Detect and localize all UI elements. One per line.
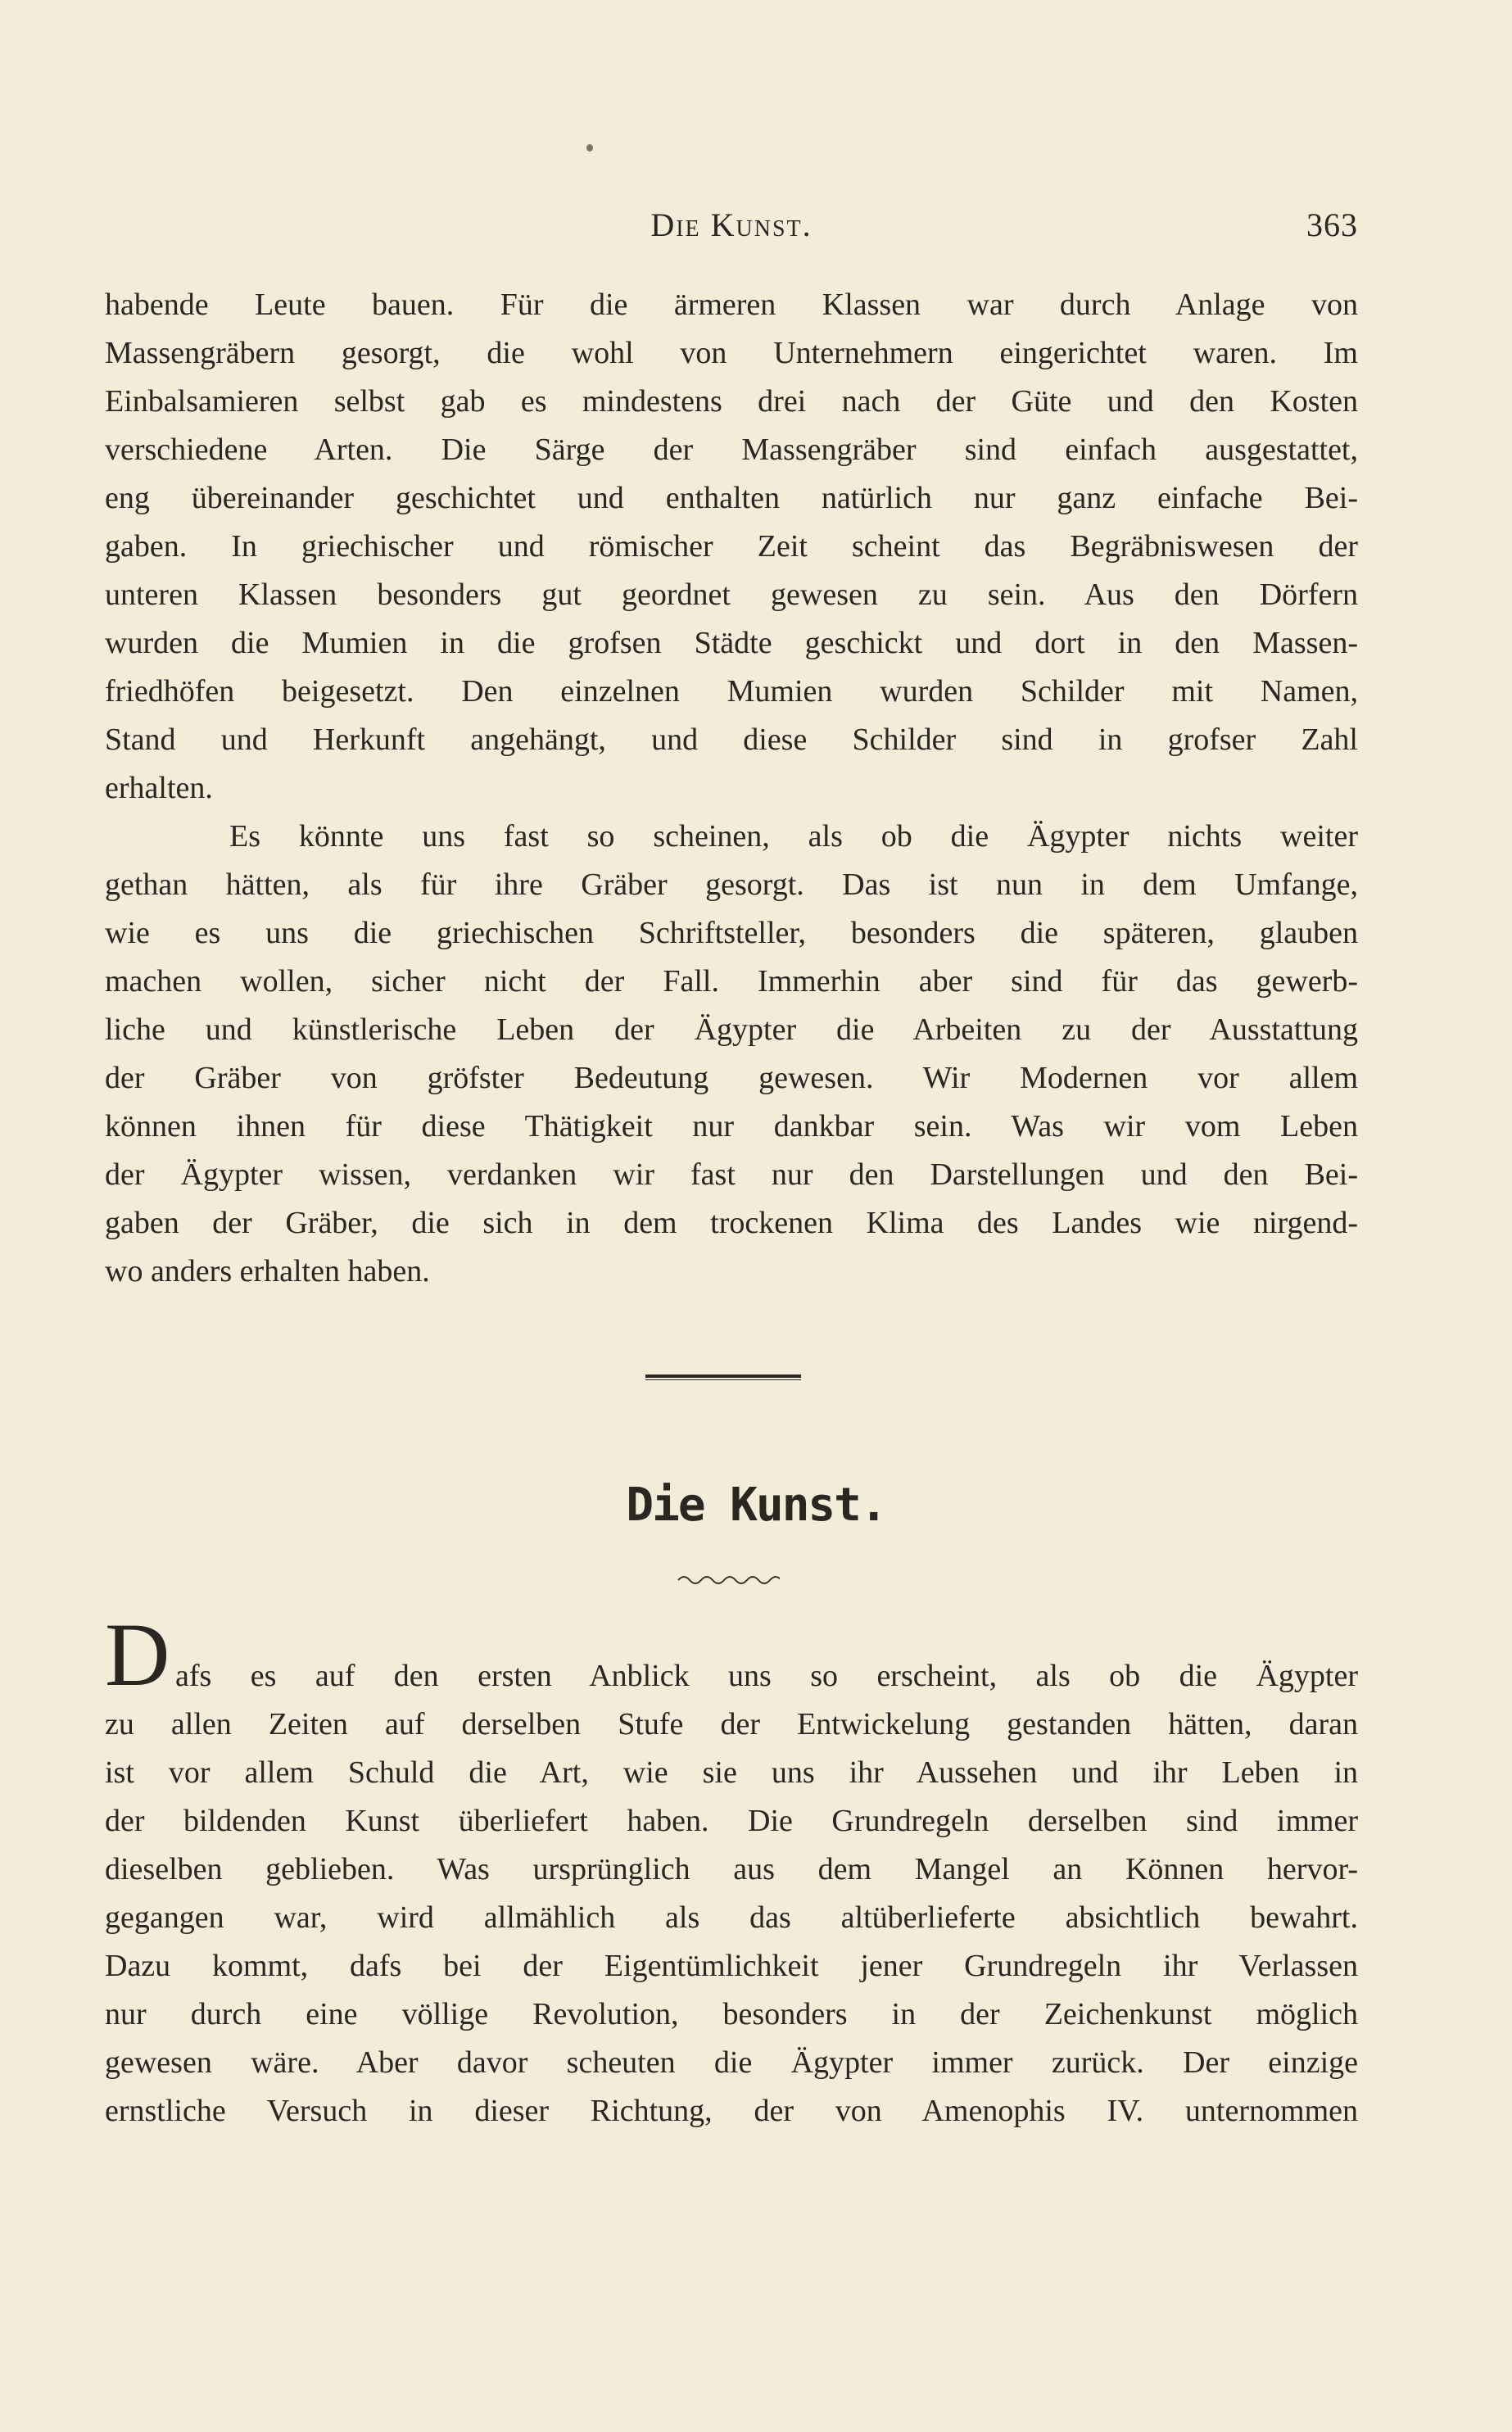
- drop-cap: D: [105, 1605, 170, 1705]
- text-line: afs es auf den ersten Anblick uns so erscheint, als ob die Ägypter: [175, 1659, 1358, 1693]
- text-line: gewesen wäre. Aber davor scheuten die Ägypter immer zurück. Der einzige: [105, 2045, 1358, 2080]
- wavy-ornament-icon: [677, 1573, 780, 1584]
- text-line: friedhöfen beigesetzt. Den einzelnen Mumien wurden Schilder mit Namen,: [105, 674, 1358, 709]
- text-line: Einbalsamieren selbst gab es mindestens drei nach der Güte und den Kosten: [105, 384, 1358, 419]
- text-line: eng übereinander geschichtet und enthalten natürlich nur ganz einfache Bei-: [105, 481, 1358, 515]
- text-line: Es könnte uns fast so scheinen, als ob die Ägypter nichts weiter: [229, 819, 1358, 854]
- text-line: liche und künstlerische Leben der Ägypter die Arbeiten zu der Ausstattung: [105, 1012, 1358, 1047]
- page-number: 363: [1306, 206, 1358, 243]
- text-line: gaben der Gräber, die sich in dem trockenen Klima des Landes wie nirgend-: [105, 1206, 1358, 1240]
- text-line: ist vor allem Schuld die Art, wie sie uns ihr Aussehen und ihr Leben in: [105, 1755, 1358, 1790]
- text-line: Stand und Herkunft angehängt, und diese Schilder sind in grofser Zahl: [105, 722, 1358, 757]
- text-line: der bildenden Kunst überliefert haben. Die Grundregeln derselben sind immer: [105, 1804, 1358, 1838]
- text-line: habende Leute bauen. Für die ärmeren Klassen war durch Anlage von: [105, 288, 1358, 322]
- body-text-lower: [105, 1652, 1358, 2135]
- text-line: der Gräber von gröfster Bedeutung gewesen. Wir Modernen vor allem: [105, 1061, 1358, 1095]
- text-line: Massengräbern gesorgt, die wohl von Unternehmern eingerichtet waren. Im: [105, 336, 1358, 370]
- text-line: gaben. In griechischer und römischer Zeit scheint das Begräbniswesen der: [105, 529, 1358, 564]
- text-line: unteren Klassen besonders gut geordnet gewesen zu sein. Aus den Dörfern: [105, 577, 1358, 612]
- section-divider-rule: [645, 1375, 801, 1380]
- text-line: können ihnen für diese Thätigkeit nur dankbar sein. Was wir vom Leben: [105, 1109, 1358, 1144]
- text-line: erhalten.: [105, 771, 213, 805]
- text-line: machen wollen, sicher nicht der Fall. Immerhin aber sind für das gewerb-: [105, 964, 1358, 999]
- running-head-title: Die Kunst.: [650, 206, 813, 243]
- section-heading: Die Kunst.: [626, 1479, 886, 1532]
- text-line: verschiedene Arten. Die Särge der Massengräber sind einfach ausgestattet,: [105, 433, 1358, 467]
- text-line: zu allen Zeiten auf derselben Stufe der Entwickelung gestanden hätten, daran: [105, 1707, 1358, 1741]
- text-line: wie es uns die griechischen Schriftsteller, besonders die späteren, glauben: [105, 916, 1358, 950]
- text-line: wurden die Mumien in die grofsen Städte geschickt und dort in den Massen-: [105, 626, 1358, 660]
- text-line: gethan hätten, als für ihre Gräber gesorgt. Das ist nun in dem Umfange,: [105, 867, 1358, 902]
- text-line: Dazu kommt, dafs bei der Eigentümlichkeit jener Grundregeln ihr Verlassen: [105, 1949, 1358, 1983]
- text-line: wo anders erhalten haben.: [105, 1254, 430, 1288]
- ink-speck: [586, 144, 593, 152]
- running-head: [105, 206, 1358, 255]
- text-line: der Ägypter wissen, verdanken wir fast nur den Darstellungen und den Bei-: [105, 1157, 1358, 1192]
- text-line: gegangen war, wird allmählich als das altüberlieferte absichtlich bewahrt.: [105, 1900, 1358, 1935]
- text-line: ernstliche Versuch in dieser Richtung, der von Amenophis IV. unternommen: [105, 2094, 1358, 2128]
- text-line: dieselben geblieben. Was ursprünglich aus dem Mangel an Können hervor-: [105, 1852, 1358, 1886]
- text-line: nur durch eine völlige Revolution, besonders in der Zeichenkunst möglich: [105, 1997, 1358, 2031]
- body-text-upper: [105, 281, 1358, 1296]
